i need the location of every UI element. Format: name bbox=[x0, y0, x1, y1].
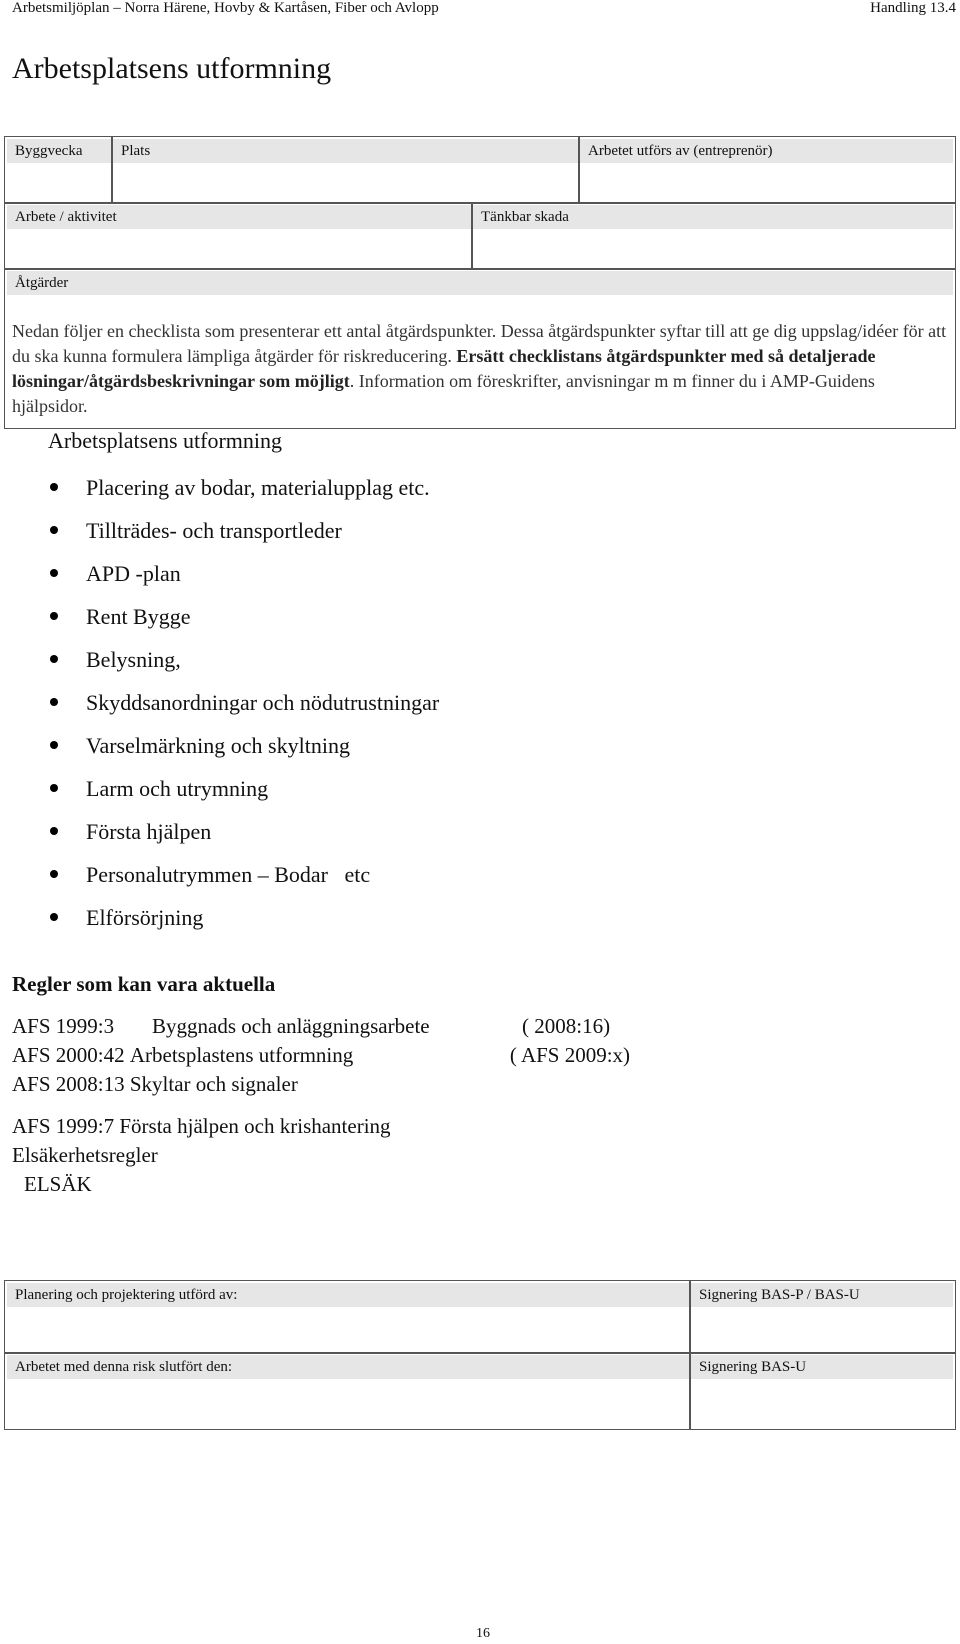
bullet-icon bbox=[50, 913, 58, 921]
signering-bas-u-field[interactable] bbox=[691, 1379, 953, 1427]
list-item: Skyddsanordningar och nödutrustningar bbox=[48, 683, 439, 726]
bullet-icon bbox=[50, 569, 58, 577]
bullet-icon bbox=[50, 612, 58, 620]
bullet-icon bbox=[50, 784, 58, 792]
list-item: APD -plan bbox=[48, 554, 439, 597]
list-item: Elförsörjning bbox=[48, 898, 439, 941]
tankbar-skada-field[interactable] bbox=[473, 229, 953, 267]
bullet-icon bbox=[50, 655, 58, 663]
atgarder-label: Åtgärder bbox=[7, 271, 953, 295]
rule-extra-line: ELSÄK bbox=[24, 1172, 92, 1196]
rule-line: AFS 1999:3 Byggnads och anläggningsarbete ( 2008:16) bbox=[12, 1014, 611, 1038]
list-item: Belysning, bbox=[48, 640, 439, 683]
rule-line: AFS 2008:13 Skyltar och signaler bbox=[12, 1072, 298, 1096]
header-right: Handling 13.4 bbox=[870, 0, 956, 16]
slutfort-field[interactable] bbox=[7, 1379, 689, 1427]
plats-field[interactable] bbox=[113, 163, 578, 201]
signering-bas-p-u-field[interactable] bbox=[691, 1307, 953, 1351]
bullet-icon bbox=[50, 698, 58, 706]
arbete-aktivitet-label: Arbete / aktivitet bbox=[7, 205, 471, 229]
rules-heading: Regler som kan vara aktuella bbox=[12, 972, 276, 996]
list-item: Placering av bodar, materialupplag etc. bbox=[48, 468, 439, 511]
page-number: 16 bbox=[476, 1626, 490, 1641]
rule-extra-line: Elsäkerhetsregler bbox=[12, 1143, 158, 1167]
intro-part3: . Information om föreskrifter, anvisningar m m finner du i AMP-Guidens hjälpsidor. bbox=[12, 371, 875, 416]
rule-line: AFS 2000:42 Arbetsplastens utformning ( AFS 2009:x) bbox=[12, 1043, 631, 1067]
byggvecka-label: Byggvecka bbox=[7, 139, 111, 163]
arbete-aktivitet-field[interactable] bbox=[7, 229, 471, 267]
tankbar-skada-label: Tänkbar skada bbox=[473, 205, 953, 229]
slutfort-label: Arbetet med denna risk slutfört den: bbox=[7, 1355, 689, 1379]
planering-field[interactable] bbox=[7, 1307, 689, 1351]
intro-text bbox=[12, 319, 947, 419]
bullet-icon bbox=[50, 741, 58, 749]
list-item: Första hjälpen bbox=[48, 812, 439, 855]
list-item: Rent Bygge bbox=[48, 597, 439, 640]
checklist bbox=[48, 468, 439, 941]
bullet-icon bbox=[50, 483, 58, 491]
signering-bas-u-label: Signering BAS-U bbox=[691, 1355, 953, 1379]
intro-part1: Nedan följer en checklista som presenterar ett antal åtgärdspunkter. Dessa åtgärdspunkter syftar till att ge dig uppslag/idéer för att du ska kunna formulera lämpliga åtgärder för riskreducering. bbox=[12, 321, 947, 366]
signering-bas-p-u-label: Signering BAS-P / BAS-U bbox=[691, 1283, 953, 1307]
list-item: Personalutrymmen – Bodar etc bbox=[48, 855, 439, 898]
rule-line: AFS 1999:7 Första hjälpen och krishantering bbox=[12, 1114, 391, 1138]
bullet-icon bbox=[50, 870, 58, 878]
list-item: Larm och utrymning bbox=[48, 769, 439, 812]
checklist-heading: Arbetsplatsens utformning bbox=[48, 428, 283, 453]
bullet-icon bbox=[50, 526, 58, 534]
intro-part2-bold: Ersätt checklistans åtgärdspunkter med så detaljerade lösningar/åtgärdsbeskrivningar som möjligt bbox=[12, 346, 876, 391]
arbetet-utfors-av-label: Arbetet utförs av (entreprenör) bbox=[580, 139, 953, 163]
page-title: Arbetsplatsens utformning bbox=[12, 52, 332, 85]
entreprenor-field[interactable] bbox=[580, 163, 953, 201]
byggvecka-field[interactable] bbox=[7, 163, 111, 201]
planering-label: Planering och projektering utförd av: bbox=[7, 1283, 689, 1307]
list-item: Varselmärkning och skyltning bbox=[48, 726, 439, 769]
bullet-icon bbox=[50, 827, 58, 835]
bottom-form bbox=[4, 1280, 956, 1430]
header-left: Arbetsmiljöplan – Norra Härene, Hovby & Kartåsen, Fiber och Avlopp bbox=[12, 0, 439, 16]
plats-label: Plats bbox=[113, 139, 578, 163]
list-item: Tillträdes- och transportleder bbox=[48, 511, 439, 554]
